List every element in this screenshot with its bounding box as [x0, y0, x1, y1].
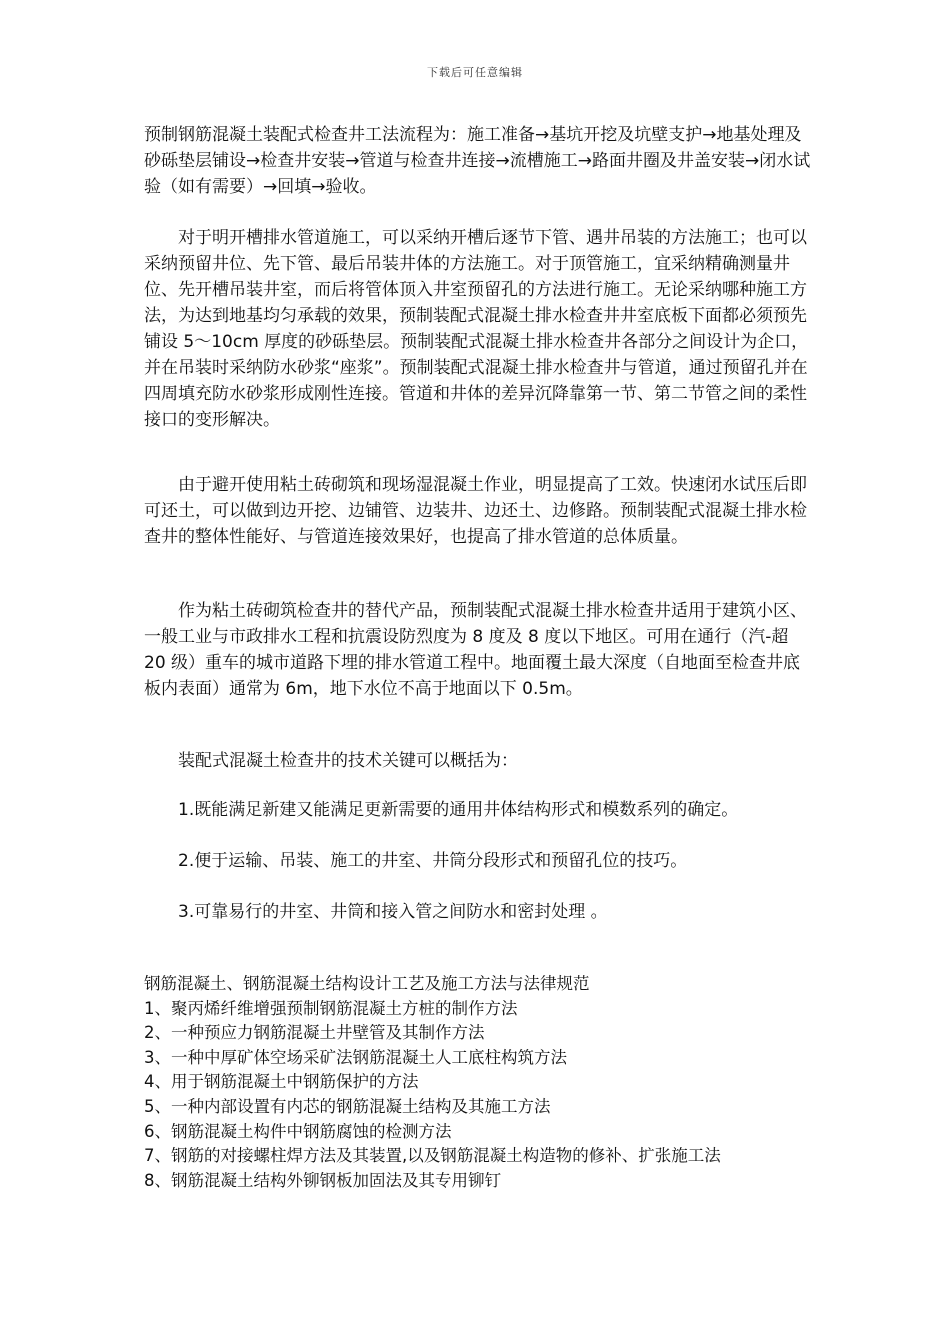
list-item: 1、聚丙烯纤维增强预制钢筋混凝土方桩的制作方法 — [144, 998, 518, 1018]
list-item: 5、一种内部设置有内芯的钢筋混凝土结构及其施工方法 — [144, 1096, 551, 1116]
patent-list-title: 钢筋混凝土、钢筋混凝土结构设计工艺及施工方法与法律规范 — [144, 974, 590, 993]
key-point-1: 1.既能满足新建又能满足更新需要的通用井体结构形式和模数系列的确定。 — [178, 800, 739, 820]
key-point-3: 3.可靠易行的井室、井筒和接入管之间防水和密封处理 。 — [178, 902, 608, 922]
paragraph-construction-method: 对于明开槽排水管道施工，可以采纳开槽后逐节下管、遇井吊装的方法施工；也可以采纳预留井位、先下管、最后吊装井体的方法施工。对于顶管施工，宜采纳精确测量井位、先开槽吊装井室，而后将管体顶入井室预留孔的方法进行施工。无论采纳哪种施工方法，为达到地基均匀承载的效果，预制装配式混凝土排水检查井井室底板下面都必须预先铺设 5～10cm 厚度的砂砾垫层。预制装配式混凝土排水检查井各部分之间设计为企口，并在吊装时采纳防水砂浆“座浆”。预制装配式混凝土排水检查井与管道，通过预留孔并在四周填充防水砂浆形成刚性连接。管道和井体的差异沉降靠第一节、第二节管之间的柔性接口的变形解决。 — [144, 228, 809, 430]
page-header: 下载后可任意编辑 — [427, 66, 523, 79]
paragraph-efficiency: 由于避开使用粘土砖砌筑和现场湿混凝土作业，明显提高了工效。快速闭水试压后即可还土，可以做到边开挖、边铺管、边装井、边还土、边修路。预制装配式混凝土排水检查井的整体性能好、与管道连接效果好，也提高了排水管道的总体质量。 — [144, 475, 807, 547]
key-point-2: 2.便于运输、吊装、施工的井室、井筒分段形式和预留孔位的技巧。 — [178, 851, 688, 871]
list-item: 6、钢筋混凝土构件中钢筋腐蚀的检测方法 — [144, 1121, 452, 1141]
list-item: 4、用于钢筋混凝土中钢筋保护的方法 — [144, 1072, 419, 1092]
list-item: 7、钢筋的对接螺柱焊方法及其装置,以及钢筋混凝土构造物的修补、扩张施工法 — [144, 1146, 721, 1166]
paragraph-process-flow: 预制钢筋混凝土装配式检查井工法流程为：施工准备→基坑开挖及坑壁支护→地基处理及砂砾垫层铺设→检查井安装→管道与检查井连接→流槽施工→路面井圈及井盖安装→闭水试验（如有需要）→回填→验收。 — [144, 125, 811, 197]
patent-list — [144, 972, 812, 1193]
paragraph-applicability: 作为粘土砖砌筑检查井的替代产品，预制装配式混凝土排水检查井适用于建筑小区、一般工业与市政排水工程和抗震设防烈度为 8 度及 8 度以下地区。可用在通行（汽-超 20 级）重车的城市道路下埋的排水管道工程中。地面覆土最大深度（自地面至检查井底板内表面）通常为 6m，地下水位不高于地面以下 0.5m。 — [144, 601, 807, 699]
paragraph-key-technology-intro: 装配式混凝土检查井的技术关键可以概括为： — [178, 751, 518, 771]
list-item: 8、钢筋混凝土结构外铆钢板加固法及其专用铆钉 — [144, 1170, 501, 1190]
list-item: 2、一种预应力钢筋混凝土井壁管及其制作方法 — [144, 1023, 485, 1043]
list-item: 3、一种中厚矿体空场采矿法钢筋混凝土人工底柱构筑方法 — [144, 1047, 567, 1067]
